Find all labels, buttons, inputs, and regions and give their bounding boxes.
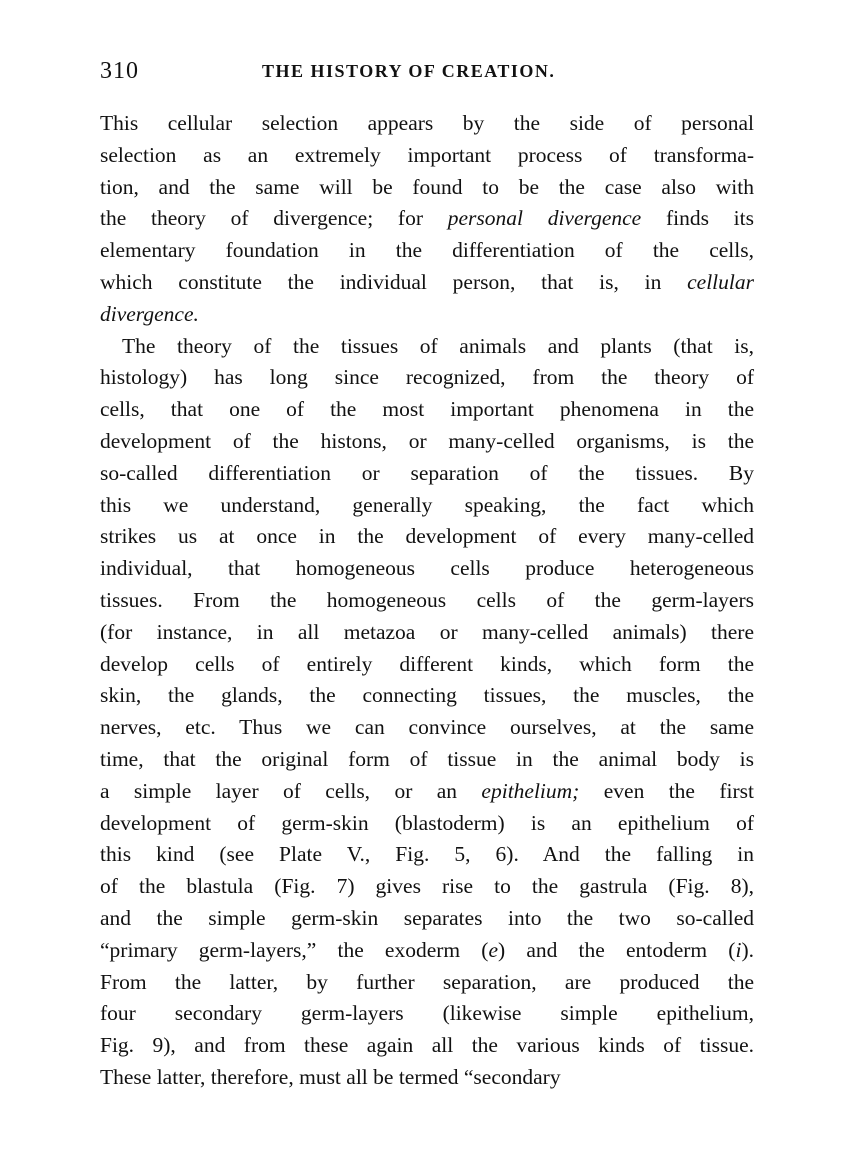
text-line [100, 680, 754, 712]
text-run: These latter, therefore, must all be termed “secondary [100, 1064, 561, 1089]
text-run: The theory of the tissues of animals and plants (that is, [122, 333, 754, 358]
text-line [100, 712, 754, 744]
text-run: finds its [641, 206, 754, 231]
text-line [100, 649, 754, 681]
text-run: time, that the original form of tissue in the animal body is [100, 746, 754, 771]
italic-text: cellular [687, 269, 754, 294]
text-run: tion, and the same will be found to be the case also with [100, 174, 754, 199]
text-run: which constitute the individual person, that is, in [100, 269, 688, 294]
text-run: ). [741, 937, 754, 962]
paragraph [100, 108, 754, 331]
text-line [100, 839, 754, 871]
text-line [100, 267, 754, 299]
italic-text: e [488, 937, 499, 962]
text-line [100, 140, 754, 172]
text-line [100, 299, 754, 331]
text-run: histology) has long since recognized, from the theory of [100, 365, 754, 390]
text-line [100, 108, 754, 140]
running-title: THE HISTORY OF CREATION. [262, 61, 556, 81]
text-line [100, 172, 754, 204]
text-run: This cellular selection appears by the side of personal [100, 111, 754, 135]
text-run: development of germ-skin (blastoderm) is an epithelium of [100, 810, 754, 835]
text-line [100, 426, 754, 458]
text-run: a simple layer of cells, or an [100, 778, 482, 803]
italic-text: divergence. [100, 301, 199, 326]
text-line [100, 362, 754, 394]
text-run: tissues. From the homogeneous cells of the germ-layers [100, 587, 754, 612]
text-run: this we understand, generally speaking, the fact which [100, 492, 754, 517]
text-line [100, 394, 754, 426]
text-line [100, 776, 754, 808]
text-line [100, 935, 754, 967]
body-text [100, 108, 754, 1094]
text-line [100, 808, 754, 840]
text-line [100, 871, 754, 903]
text-line [100, 967, 754, 999]
text-line [100, 617, 754, 649]
text-run: individual, that homogeneous cells produce heterogeneous [100, 556, 754, 581]
page-number: 310 [100, 58, 139, 84]
text-line [100, 331, 754, 363]
text-run: even the first [579, 778, 754, 803]
text-run: four secondary germ-layers (likewise simple epithelium, [100, 1001, 754, 1026]
text-line [100, 585, 754, 617]
italic-text: epithelium; [481, 778, 580, 803]
paragraph [100, 331, 754, 1094]
text-run: selection as an extremely important process of transforma- [100, 142, 754, 167]
text-line [100, 998, 754, 1030]
text-line [100, 490, 754, 522]
text-run: From the latter, by further separation, are produced the [100, 969, 754, 994]
text-line [100, 1062, 754, 1094]
text-run: elementary foundation in the differentiation of the cells, [100, 238, 754, 263]
text-run: develop cells of entirely different kinds, which form the [100, 651, 754, 676]
italic-text: i [735, 937, 742, 962]
text-run: strikes us at once in the development of every many-celled [100, 524, 754, 549]
text-run: cells, that one of the most important phenomena in the [100, 397, 754, 422]
text-run: the theory of divergence; for [100, 206, 448, 231]
text-line [100, 458, 754, 490]
text-run: Fig. 9), and from these again all the various kinds of tissue. [100, 1033, 754, 1058]
text-line [100, 235, 754, 267]
text-run: this kind (see Plate V., Fig. 5, 6). And the falling in [100, 842, 754, 867]
text-line [100, 1030, 754, 1062]
text-run: of the blastula (Fig. 7) gives rise to the gastrula (Fig. 8), [100, 874, 754, 899]
text-line [100, 903, 754, 935]
text-line [100, 203, 754, 235]
text-run: and the simple germ-skin separates into the two so-called [100, 905, 754, 930]
page-header [100, 58, 752, 88]
text-run: “primary germ-layers,” the exoderm ( [100, 937, 489, 962]
text-run: (for instance, in all metazoa or many-celled animals) there [100, 619, 754, 644]
italic-text: personal divergence [447, 206, 642, 231]
text-line [100, 744, 754, 776]
text-line [100, 553, 754, 585]
text-run: development of the histons, or many-celled organisms, is the [100, 428, 754, 453]
text-run: so-called differentiation or separation of the tissues. By [100, 460, 754, 485]
text-line [100, 521, 754, 553]
text-run: nerves, etc. Thus we can convince ourselves, at the same [100, 715, 754, 740]
text-run: ) and the entoderm ( [498, 937, 736, 962]
text-run: skin, the glands, the connecting tissues, the muscles, the [100, 683, 754, 708]
